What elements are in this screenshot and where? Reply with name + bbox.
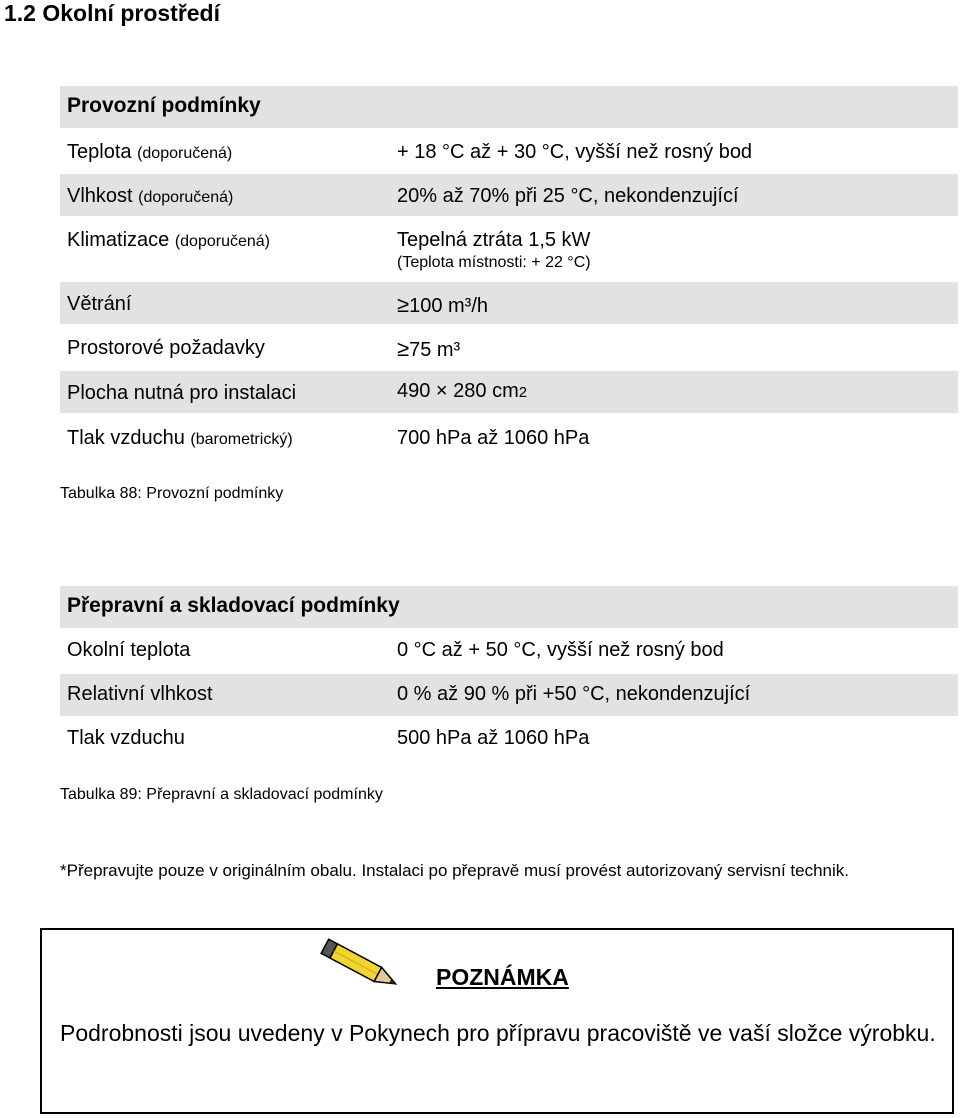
operating-conditions-table xyxy=(60,86,958,458)
table-row xyxy=(60,130,958,172)
row-label: Relativní vlhkost xyxy=(67,683,213,705)
note-box xyxy=(40,928,954,1114)
label-qualifier: (doporučená) xyxy=(174,233,270,250)
row-value: 500 hPa až 1060 hPa xyxy=(397,727,590,749)
row-value xyxy=(397,292,488,318)
table-header: Přepravní a skladovací podmínky xyxy=(67,594,400,617)
table-row xyxy=(60,371,958,413)
value-text: Tepelná ztráta 1,5 kW xyxy=(397,229,591,251)
table-row xyxy=(60,326,958,368)
row-value xyxy=(397,336,460,362)
table-caption: Tabulka 88: Provozní podmínky xyxy=(60,485,284,502)
row-value: 0 °C až + 50 °C, vyšší než rosný bod xyxy=(397,639,724,661)
label-text: Vlhkost xyxy=(67,185,133,207)
table-row xyxy=(60,630,958,672)
row-label xyxy=(67,185,233,208)
table-row xyxy=(60,718,958,758)
label-text: Teplota xyxy=(67,141,132,163)
row-value: 0 % až 90 % při +50 °C, nekondenzující xyxy=(397,683,751,705)
row-value: 20% až 70% při 25 °C, nekondenzující xyxy=(397,185,739,207)
table-row xyxy=(60,174,958,216)
value-sub: (Teplota místnosti: + 22 °C) xyxy=(397,254,591,271)
value-text: 100 m³/h xyxy=(409,295,489,317)
row-label: Plocha nutná pro instalaci xyxy=(67,382,297,404)
row-label xyxy=(67,427,293,450)
table-caption: Tabulka 89: Přepravní a skladovací podmínky xyxy=(60,786,383,803)
row-label xyxy=(67,229,270,252)
row-value xyxy=(397,380,527,403)
table-header-row xyxy=(60,86,958,128)
row-label: Tlak vzduchu xyxy=(67,727,185,749)
row-value: 700 hPa až 1060 hPa xyxy=(397,427,590,449)
label-text: Tlak vzduchu xyxy=(67,427,185,449)
table-header: Provozní podmínky xyxy=(67,94,261,117)
row-label: Prostorové požadavky xyxy=(67,337,265,359)
value-text: 75 m³ xyxy=(409,339,461,361)
transport-footnote: *Přepravujte pouze v originálním obalu. Instalaci po přepravě musí provést autorizovaný servisní technik. xyxy=(60,861,850,880)
row-label: Větrání xyxy=(67,293,132,315)
ge-symbol: ≥ xyxy=(397,336,410,361)
transport-conditions-table xyxy=(60,586,958,758)
table-row xyxy=(60,674,958,716)
table-row xyxy=(60,218,958,280)
value-suffix: 2 xyxy=(518,384,528,401)
label-qualifier: (barometrický) xyxy=(190,431,293,448)
section-heading: 1.2 Okolní prostředí xyxy=(4,0,220,26)
table-row xyxy=(60,416,958,458)
label-qualifier: (doporučená) xyxy=(137,145,233,162)
note-title: POZNÁMKA xyxy=(436,964,569,990)
table-header-row xyxy=(60,586,958,628)
label-text: Klimatizace xyxy=(67,229,170,251)
row-label xyxy=(67,141,232,164)
row-value: + 18 °C až + 30 °C, vyšší než rosný bod xyxy=(397,141,753,163)
value-text: 490 × 280 cm xyxy=(397,380,519,402)
ge-symbol: ≥ xyxy=(397,292,410,317)
table-row xyxy=(60,282,958,324)
row-label: Okolní teplota xyxy=(67,639,191,661)
row-value xyxy=(397,229,591,272)
label-qualifier: (doporučená) xyxy=(138,189,234,206)
note-text: Podrobnosti jsou uvedeny v Pokynech pro přípravu pracoviště ve vaší složce výrobku. xyxy=(60,1020,936,1046)
pencil-icon xyxy=(312,936,412,1001)
